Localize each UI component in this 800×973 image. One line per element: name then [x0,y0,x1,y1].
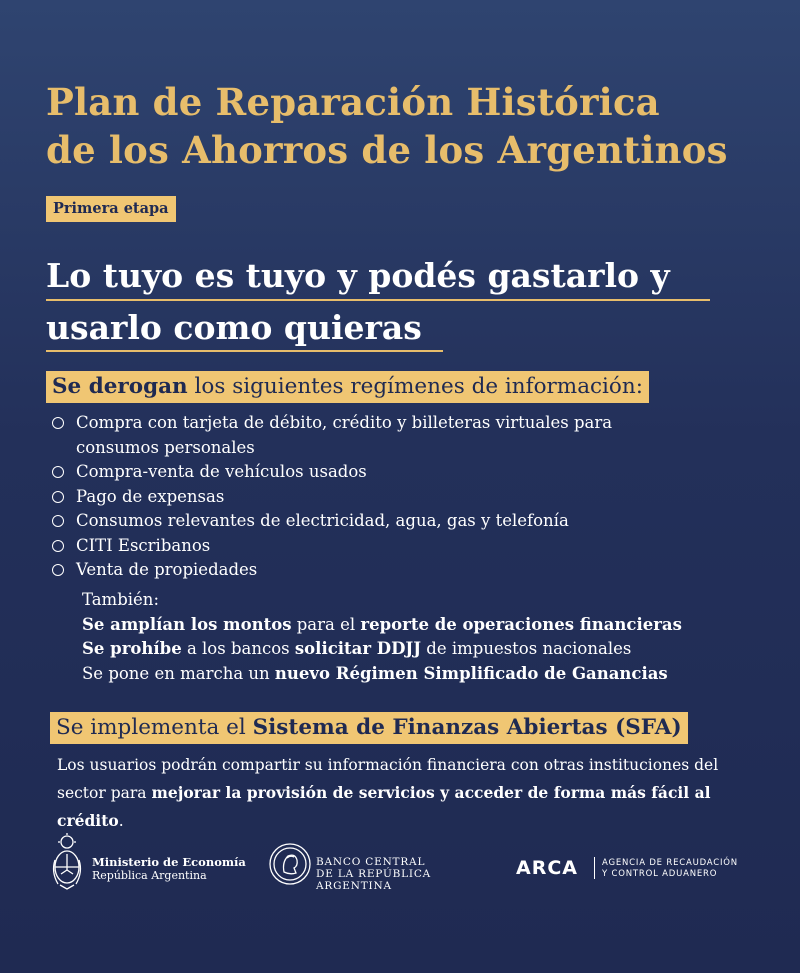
ministerio-economia-logo [50,830,250,900]
list-item-text: Pago de expensas [76,486,225,506]
sfa-description [57,752,757,835]
page-title [46,78,728,174]
list-item-text: Compra-venta de vehículos usados [76,462,367,481]
also-line-2-text: a los bancos [181,639,295,658]
sfa-heading-text: Se implementa el [56,715,253,740]
bcra-line-1: BANCO CENTRAL [316,856,426,868]
bcra-text [316,856,508,892]
circle-bullet-icon [52,564,64,576]
derogations-list [52,411,692,583]
also-line-2-text-end: de impuestos nacionales [421,639,632,658]
also-line-3-bold: nuevo Régimen Simplificado de Ganancias [274,663,668,683]
arca-separator [594,857,595,879]
circle-bullet-icon [52,540,64,552]
bcra-emblem-icon [268,842,312,886]
also-line-1-bold-a: Se amplían los montos [82,614,292,634]
arca-wordmark: ARCA [516,857,578,879]
title-line-1: Plan de Reparación Histórica [46,80,660,124]
sfa-description-text: Los usuarios podrán compartir su información financiera con otras instituciones del sector para [57,756,719,802]
list-item-text: Venta de propiedades [76,560,258,579]
bcra-logo [268,842,508,902]
also-line-2-bold-a: Se prohíbe [82,639,182,658]
list-item [52,460,692,485]
headline [46,250,670,354]
circle-bullet-icon [52,515,64,527]
sfa-description-end: . [118,812,124,830]
arca-line-1: AGENCIA DE RECAUDACIÓN [602,858,738,868]
also-line-1-text: para el [291,614,361,634]
list-item-text: Consumos relevantes de electricidad, agua, gas y telefonía [76,511,569,530]
also-line-2 [82,637,682,662]
mecon-line-2: República Argentina [92,869,207,882]
footer-logos [0,830,800,920]
headline-line-1: Lo tuyo es tuyo y podés gastarlo y [46,256,670,295]
derogations-heading-bold: Se derogan [52,374,188,399]
sfa-heading [50,712,688,744]
arca-line-2: Y CONTROL ADUANERO [602,868,718,879]
mecon-text [92,856,246,882]
arca-text [602,858,738,879]
list-item [52,411,692,460]
also-line-1-bold-b: reporte de operaciones financieras [360,614,682,634]
headline-line-2: usarlo como quieras [46,308,422,347]
list-item [52,534,692,559]
circle-bullet-icon [52,491,64,503]
circle-bullet-icon [52,417,64,429]
sfa-heading-bold: Sistema de Finanzas Abiertas (SFA) [252,715,682,740]
list-item-text: Compra con tarjeta de débito, crédito y billeteras virtuales para consumos personales [76,413,613,457]
arca-logo [516,852,786,892]
list-item [52,485,692,510]
list-item-text: CITI Escribanos [76,535,211,555]
derogations-heading-rest: los siguientes regímenes de información: [187,374,643,399]
list-item [52,509,692,534]
also-line-3 [82,662,682,687]
derogations-heading [46,371,649,403]
mecon-line-1: Ministerio de Economía [92,855,246,869]
also-line-3-text: Se pone en marcha un [82,663,275,683]
also-section [82,588,682,686]
bcra-line-2: DE LA REPÚBLICA ARGENTINA [316,868,432,892]
title-line-2: de los Ahorros de los Argentinos [46,128,728,172]
stage-badge: Primera etapa [46,196,176,222]
also-line-2-bold-b: solicitar DDJJ [294,639,422,658]
argentina-shield-icon [50,832,84,894]
list-item [52,558,692,583]
circle-bullet-icon [52,466,64,478]
also-label: También: [82,590,159,609]
headline-underline-1 [46,299,710,301]
sfa-description-bold: mejorar la provisión de servicios y acceder de forma más fácil al crédito [57,783,711,830]
headline-underline-2 [46,350,443,352]
also-line-1 [82,613,682,638]
